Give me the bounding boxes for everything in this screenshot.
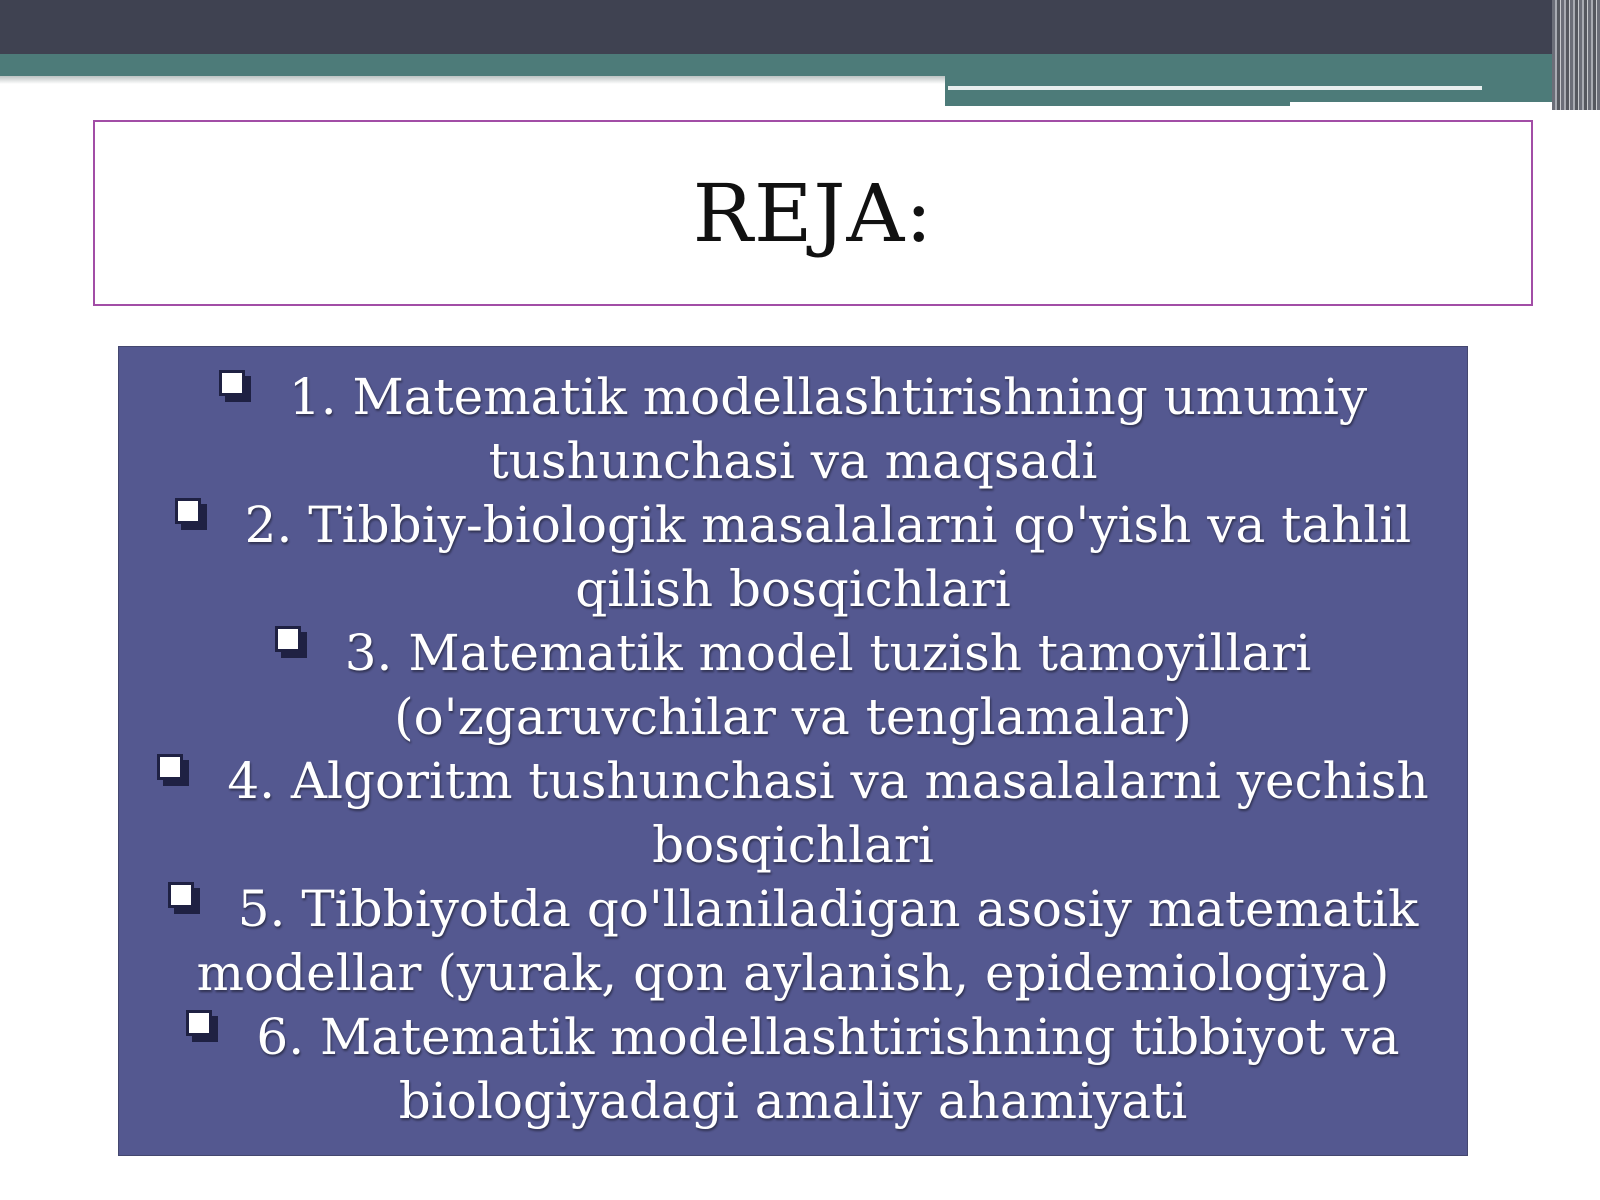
header-dark-bar [0, 0, 1600, 54]
header-right-stripes [1552, 0, 1600, 110]
plan-item-text: 6. Matematik modellashtirishning tibbiyot va biologiyadagi amaliy ahamiyati [256, 1008, 1400, 1130]
plan-item-text: 2. Tibbiy-biologik masalalarni qo'yish va tahlil qilish bosqichlari [244, 496, 1412, 618]
plan-panel [118, 346, 1468, 1156]
plan-item-text: 5. Tibbiyotda qo'llaniladigan asosiy matematik modellar (yurak, qon aylanish, epidemiologiya) [196, 880, 1419, 1002]
plan-item-text: 4. Algoritm tushunchasi va masalalarni yechish bosqichlari [227, 752, 1429, 874]
header-teal-bar [0, 54, 1600, 76]
header-thin-line [948, 86, 1482, 90]
header-thin-line-secondary [1290, 102, 1565, 107]
plan-item-text: 3. Matematik model tuzish tamoyillari (o'zgaruvchilar va tenglamalar) [344, 624, 1312, 746]
title-box [93, 120, 1533, 306]
checkbox-icon [219, 370, 251, 402]
checkbox-icon [186, 1010, 218, 1042]
slide-title: REJA: [692, 166, 934, 260]
checkbox-icon [175, 498, 207, 530]
checkbox-icon [168, 882, 200, 914]
plan-list [139, 365, 1447, 1133]
checkbox-icon [157, 754, 189, 786]
plan-item-2 [139, 493, 1447, 621]
checkbox-icon [275, 626, 307, 658]
plan-item-1 [139, 365, 1447, 493]
plan-item-4 [139, 749, 1447, 877]
plan-item-5 [139, 877, 1447, 1005]
plan-item-text: 1. Matematik modellashtirishning umumiy tushunchasi va maqsadi [288, 368, 1368, 490]
plan-item-6 [139, 1005, 1447, 1133]
plan-item-3 [139, 621, 1447, 749]
header-shadow [0, 76, 945, 84]
